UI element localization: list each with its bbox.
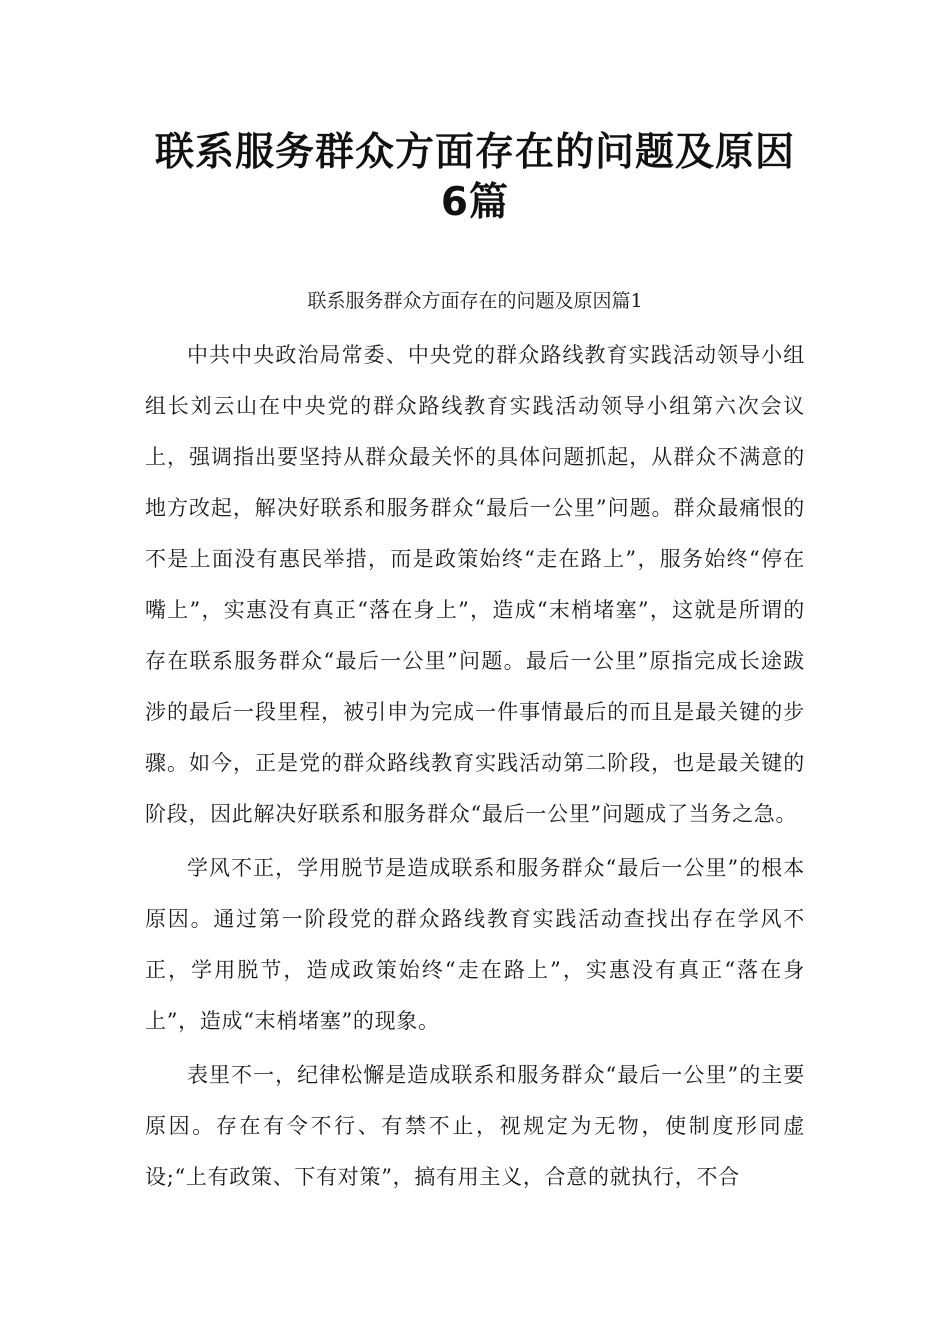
document-body [145, 330, 805, 1206]
paragraph-2: 学风不正，学用脱节是造成联系和服务群众“最后一公里”的根本原因。通过第一阶段党的群众路线教育实践活动查找出存在学风不正，学用脱节，造成政策始终“走在路上”，实惠没有真正“落在身上”，造成“末梢堵塞”的现象。 [145, 856, 805, 1033]
paragraph-3: 表里不一，纪律松懈是造成联系和服务群众“最后一公里”的主要原因。存在有令不行、有禁不止，视规定为无物，使制度形同虚设;“上有政策、下有对策”，搞有用主义，合意的就执行，不合 [145, 1063, 805, 1189]
section-heading: 联系服务群众方面存在的问题及原因篇1 [307, 290, 643, 312]
document-title: 联系服务群众方面存在的问题及原因6篇 [154, 130, 795, 225]
paragraph-1: 中共中央政治局常委、中央党的群众路线教育实践活动领导小组组长刘云山在中央党的群众路线教育实践活动领导小组第六次会议上，强调指出要坚持从群众最关怀的具体问题抓起，从群众不满意的地方改起，解决好联系和服务群众“最后一公里”问题。群众最痛恨的不是上面没有惠民举措，而是政策始终“走在路上”，服务始终“停在嘴上”，实惠没有真正“落在身上”，造成“末梢堵塞”，这就是所谓的存在联系服务群众“最后一公里”问题。最后一公里”原指完成长途跋涉的最后一段里程，被引申为完成一件事情最后的而且是最关键的步骤。如今，正是党的群众路线教育实践活动第二阶段，也是最关键的阶段，因此解决好联系和服务群众“最后一公里”问题成了当务之急。 [145, 343, 805, 826]
